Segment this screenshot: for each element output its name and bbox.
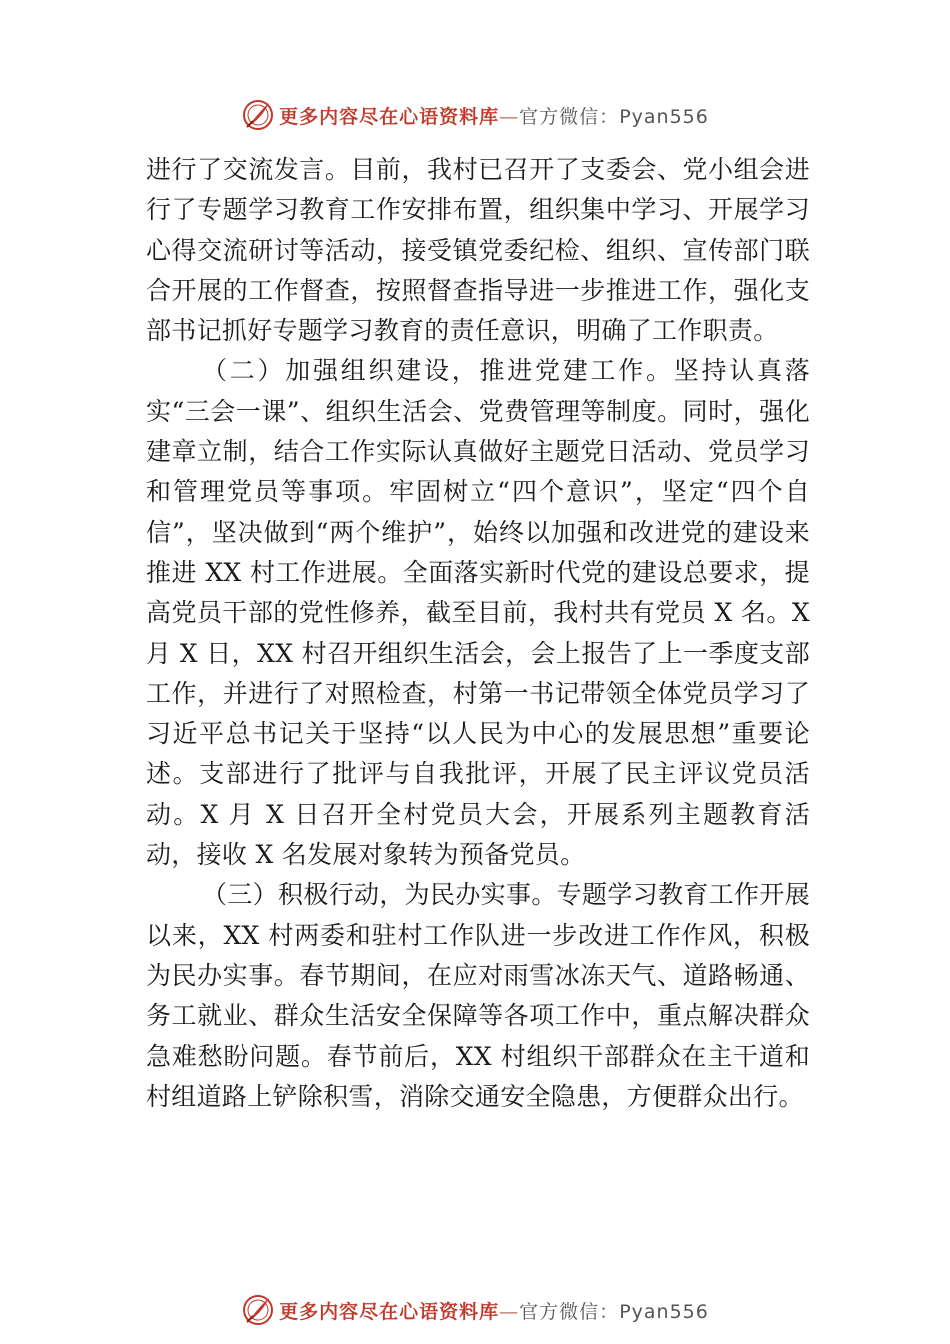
header-watermark <box>0 95 950 135</box>
watermark-text <box>279 1297 709 1324</box>
watermark-separator: — <box>499 1300 520 1323</box>
document-body <box>146 150 810 1117</box>
watermark-wechat-id: Pyan556 <box>619 1300 709 1323</box>
watermark-wechat-id: Pyan556 <box>619 105 709 128</box>
feather-pen-logo-icon <box>241 1293 275 1327</box>
feather-pen-logo-icon <box>241 98 275 132</box>
paragraph-continuation: 进行了交流发言。目前，我村已召开了支委会、党小组会进行了专题学习教育工作安排布置，组织集中学习、开展学习心得交流研讨等活动，接受镇党委纪检、组织、宣传部门联合开展的工作督查，按照督查指导进一步推进工作，强化支部书记抓好专题学习教育的责任意识，明确了工作职责。 <box>146 155 810 346</box>
watermark-separator: — <box>499 105 520 128</box>
paragraph-organization-building: （二）加强组织建设，推进党建工作。坚持认真落实“三会一课”、组织生活会、党费管理等制度。同时，强化建章立制，结合工作实际认真做好主题党日活动、党员学习和管理党员等事项。牢固树立“四个意识”，坚定“四个自信”，坚决做到“两个维护”，始终以加强和改进党的建设来推进 XX 村工作进展。全面落实新时代党的建设总要求，提高党员干部的党性修养，截至目前，我村共有党员 X 名。X 月 X 日，XX 村召开组织生活会，会上报告了上一季度支部工作，并进行了对照检查，村第一书记带领全体党员学习了习近平总书记关于坚持“以人民为中心的发展思想”重要论述。支部进行了批评与自我批评，开展了民主评议党员活动。X 月 X 日召开全村党员大会，开展系列主题教育活动，接收 X 名发展对象转为预备党员。 <box>146 356 810 870</box>
footer-watermark <box>0 1290 950 1330</box>
paragraph-practical-actions: （三）积极行动，为民办实事。专题学习教育工作开展以来，XX 村两委和驻村工作队进一步改进工作作风，积极为民办实事。春节期间，在应对雨雪冰冻天气、道路畅通、 务工就业、群众生活安全保障等各项工作中，重点解决群众急难愁盼问题。春节前后，XX 村组织干部群众在主干道和村组道路上铲除积雪，消除交通安全隐患，方便群众出行。 <box>146 880 810 1111</box>
watermark-label: 官方微信： <box>519 1300 620 1323</box>
watermark-label: 官方微信： <box>519 105 620 128</box>
watermark-text <box>279 102 709 129</box>
watermark-brand: 更多内容尽在心语资料库 <box>279 105 500 128</box>
watermark-brand: 更多内容尽在心语资料库 <box>279 1300 500 1323</box>
